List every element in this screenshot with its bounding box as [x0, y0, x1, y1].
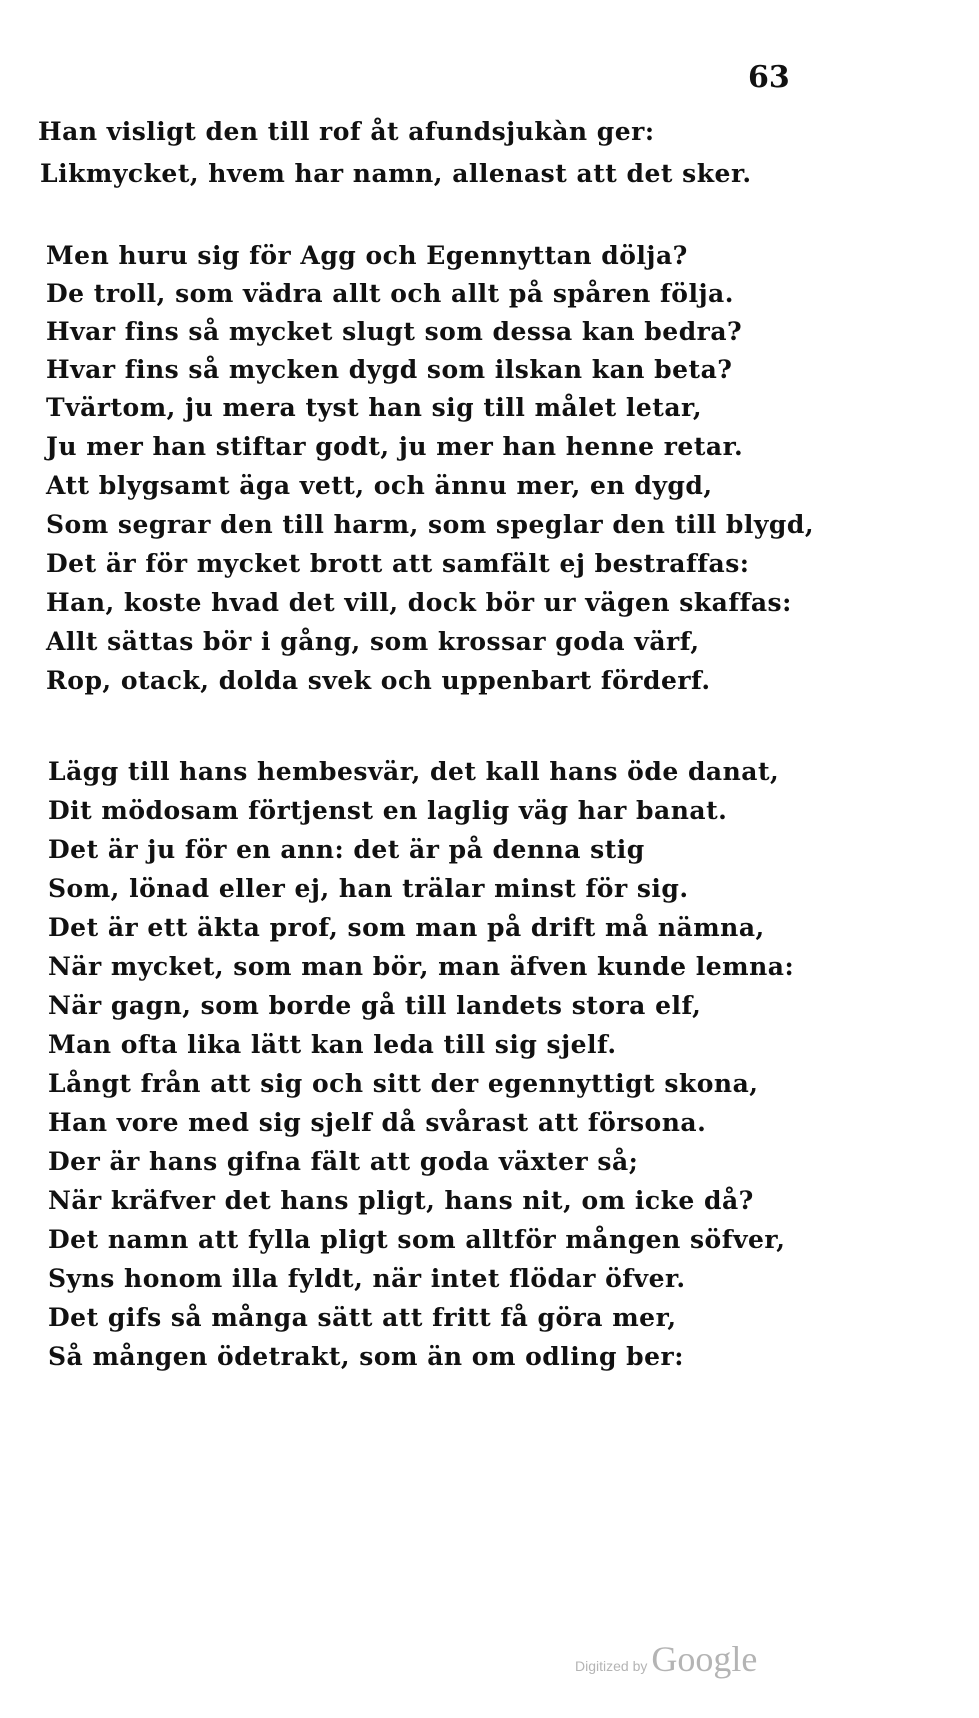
google-logo: Google	[651, 1639, 758, 1679]
verse-line: Tvärtom, ju mera tyst han sig till målet letar,	[46, 393, 703, 422]
verse-line: Det är ju för en ann: det är på denna stig	[48, 835, 645, 864]
verse-line: Lägg till hans hembesvär, det kall hans öde danat,	[48, 757, 780, 786]
verse-line: Hvar fins så mycken dygd som ilskan kan beta?	[46, 355, 733, 384]
verse-line: Syns honom illa fyldt, när intet flödar öfver.	[48, 1264, 686, 1293]
verse-line: Han vore med sig sjelf då svårast att försona.	[48, 1108, 707, 1137]
verse-line: Der är hans gifna fält att goda växter så;	[48, 1147, 639, 1176]
verse-line: Rop, otack, dolda svek och uppenbart förderf.	[46, 666, 711, 695]
verse-line: Som segrar den till harm, som speglar den till blygd,	[46, 510, 815, 539]
verse-line: Men huru sig för Agg och Egennyttan dölja?	[46, 241, 688, 270]
verse-line: Ju mer han stiftar godt, ju mer han henne retar.	[46, 432, 744, 461]
verse-line: Det är för mycket brott att samfält ej bestraffas:	[46, 549, 750, 578]
verse-line: Det namn att fylla pligt som alltför mången söfver,	[48, 1225, 786, 1254]
verse-line: Hvar fins så mycket slugt som dessa kan bedra?	[46, 317, 743, 346]
page-number: 63	[748, 60, 790, 95]
verse-line: Som, lönad eller ej, han trälar minst för sig.	[48, 874, 689, 903]
verse-line: Så mången ödetrakt, som än om odling ber:	[48, 1342, 684, 1371]
verse-line: När gagn, som borde gå till landets stora elf,	[48, 991, 702, 1020]
digitized-by-label: Digitized by	[575, 1658, 648, 1674]
verse-line: Han, koste hvad det vill, dock bör ur vägen skaffas:	[46, 588, 792, 617]
verse-line: Det är ett äkta prof, som man på drift må nämna,	[48, 913, 765, 942]
digitized-by-watermark	[575, 1638, 757, 1680]
verse-line: De troll, som vädra allt och allt på spåren följa.	[46, 279, 734, 308]
verse-line: Dit mödosam förtjenst en laglig väg har banat.	[48, 796, 728, 825]
verse-line: Likmycket, hvem har namn, allenast att det sker.	[40, 159, 752, 188]
verse-line: När kräfver det hans pligt, hans nit, om icke då?	[48, 1186, 754, 1215]
verse-line: Allt sättas bör i gång, som krossar goda värf,	[46, 627, 700, 656]
verse-line: Långt från att sig och sitt der egennyttigt skona,	[48, 1069, 759, 1098]
verse-line: Han visligt den till rof åt afundsjukàn ger:	[38, 117, 655, 146]
verse-line: När mycket, som man bör, man äfven kunde lemna:	[48, 952, 795, 981]
verse-line: Att blygsamt äga vett, och ännu mer, en dygd,	[46, 471, 713, 500]
verse-line: Man ofta lika lätt kan leda till sig sjelf.	[48, 1030, 617, 1059]
verse-line: Det gifs så många sätt att fritt få göra mer,	[48, 1303, 677, 1332]
